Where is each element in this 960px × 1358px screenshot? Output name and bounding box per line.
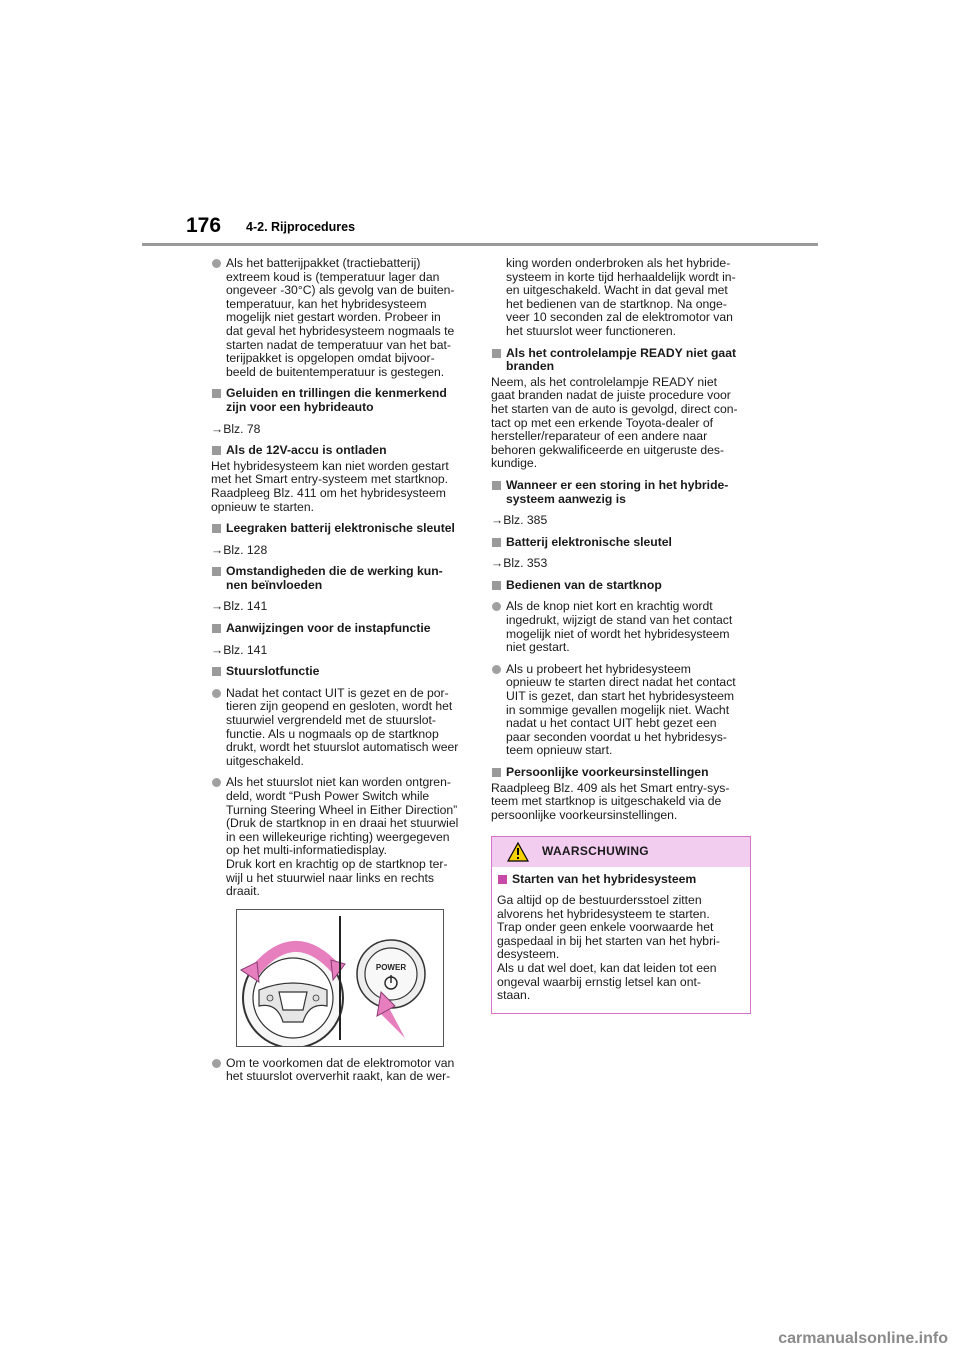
warning-text: Ga altijd op de bestuurdersstoel zitten alvorens het hybridesysteem te starten. Trap onder geen enkele voorwaarde het gaspedaal in bij het starten van het hybri- desysteem. Als u dat wel doet, kan dat leiden tot een ongeval waarbij ernstig letsel kan ont- staan. bbox=[497, 892, 720, 1003]
warning-box bbox=[491, 836, 751, 1014]
steering-wheel-power-illustration bbox=[237, 910, 443, 1046]
square-bullet-icon bbox=[492, 581, 501, 590]
subheading bbox=[211, 565, 467, 592]
subheading-text: Batterij elektronische sleutel bbox=[506, 534, 672, 549]
subheading-text: Als het controlelampje READY niet gaat branden bbox=[506, 345, 737, 374]
subheading bbox=[211, 444, 467, 458]
page-reference[interactable]: →Blz. 78 bbox=[211, 421, 261, 436]
square-bullet-icon bbox=[212, 624, 221, 633]
subheading-text: Stuurslotfunctie bbox=[226, 664, 320, 679]
warning-title: WAARSCHUWING bbox=[542, 844, 649, 859]
square-bullet-icon bbox=[492, 349, 501, 358]
bullet-text: Als u probeert het hybridesysteem opnieuw te starten direct nadat het contact UIT is gezet, dan start het hybridesysteem in sommige gevallen mogelijk niet. Wacht nadat u het contact UIT hebt gezet een paar seconden voordat u het hybridesys- teem opnieuw start. bbox=[506, 661, 736, 758]
square-bullet-icon bbox=[212, 446, 221, 455]
power-button-icon bbox=[357, 940, 425, 1008]
subheading-text: Wanneer er een storing in het hybride- systeem aanwezig is bbox=[506, 477, 729, 506]
page-reference[interactable]: →Blz. 128 bbox=[211, 542, 268, 557]
bullet-dot-icon bbox=[492, 602, 501, 611]
subheading-text: Bedienen van de startknop bbox=[506, 577, 662, 592]
paragraph: Raadpleeg Blz. 409 als het Smart entry-sys- teem met startknop is uitgeschakeld via de persoonlijke voorkeursinstellingen. bbox=[491, 780, 730, 822]
subheading-text: Aanwijzingen voor de instapfunctie bbox=[226, 621, 431, 636]
page-reference[interactable]: →Blz. 141 bbox=[211, 599, 268, 614]
bullet-dot-icon bbox=[212, 259, 221, 268]
page-reference[interactable]: →Blz. 353 bbox=[491, 556, 548, 571]
bullet-item bbox=[211, 776, 467, 898]
square-bullet-icon bbox=[498, 875, 507, 884]
bullet-item bbox=[491, 663, 753, 758]
subheading-text: Persoonlijke voorkeursinstellingen bbox=[506, 765, 709, 779]
subheading bbox=[211, 387, 467, 414]
subheading bbox=[211, 665, 467, 679]
bullet-dot-icon bbox=[212, 1059, 221, 1068]
square-bullet-icon bbox=[492, 481, 501, 490]
subheading bbox=[491, 479, 753, 506]
bullet-text: Als het batterijpakket (tractiebatterij) extreem koud is (temperatuur lager dan ongeveer -30°C) als gevolg van de buiten- temperatuur, kan het hybridesysteem mogelijk niet gestart worden. Probeer in dat geval het hybridesysteem nogmaals te starten nadat de temperatuur van het bat- terijpakket is opgelopen omdat bijvoor- beeld de buitentemperatuur is gestegen. bbox=[226, 256, 455, 379]
warning-subheading bbox=[497, 873, 744, 887]
paragraph-continued: king worden onderbroken als het hybride- systeem in korte tijd herhaaldelijk wordt in- en uitgeschakeld. Wacht in dat geval met het bedienen van de startknop. Na onge- veer 10 seconden zal de elektromotor van het stuurslot weer functioneren. bbox=[506, 256, 736, 338]
subheading bbox=[211, 522, 467, 536]
bullet-text: Als de knop niet kort en krachtig wordt ingedrukt, wijzigt de stand van het contact mogelijk niet of wordt het hybridesysteem niet gestart. bbox=[506, 599, 733, 655]
square-bullet-icon bbox=[212, 567, 221, 576]
subheading bbox=[211, 622, 467, 636]
paragraph: Neem, als het controlelampje READY niet gaat branden nadat de juiste procedure voor het starten van de auto is gevolgd, direct con- tact op met een erkende Toyota-dealer of hersteller/reparateur of een andere naar behoren gekwalificeerde en uitgeruste des- kundige. bbox=[491, 374, 738, 471]
warning-body bbox=[492, 867, 750, 1002]
bullet-text: Als het stuurslot niet kan worden ontgren- deld, wordt “Push Power Switch while Turning Steering Wheel in Either Direction” (Druk de startknop in en draai het stuurwiel in een willekeurige richting) weergegeven op het multi-informatiedisplay. Druk kort en krachtig op de startknop ter- wijl u het stuurwiel naar links en rechts draait. bbox=[226, 775, 459, 899]
subheading-text: Geluiden en trillingen die kenmerkend zijn voor een hybrideauto bbox=[226, 386, 447, 414]
square-bullet-icon bbox=[212, 667, 221, 676]
square-bullet-icon bbox=[492, 768, 501, 777]
warning-subheading-text: Starten van het hybridesysteem bbox=[512, 872, 697, 887]
bullet-item bbox=[211, 257, 467, 379]
square-bullet-icon bbox=[212, 524, 221, 533]
header-rule bbox=[142, 243, 818, 246]
subheading bbox=[491, 766, 753, 780]
subheading-text: Omstandigheden die de werking kun- nen beïnvloeden bbox=[226, 564, 443, 592]
subheading-text: Leegraken batterij elektronische sleutel bbox=[226, 521, 455, 536]
steering-lock-illustration bbox=[236, 909, 444, 1047]
bullet-item bbox=[491, 600, 753, 654]
square-bullet-icon bbox=[492, 538, 501, 547]
page-reference[interactable]: →Blz. 141 bbox=[211, 642, 268, 657]
bullet-item bbox=[211, 687, 467, 769]
page-number: 176 bbox=[186, 214, 222, 237]
section-title: 4-2. Rijprocedures bbox=[246, 220, 356, 234]
bullet-text: Nadat het contact UIT is gezet en de por- tieren zijn geopend en gesloten, wordt het stuurwiel vergrendeld met de stuurslot- functie. Als u nogmaals op de startknop drukt, wordt het stuurslot automatisch weer uitgeschakeld. bbox=[226, 685, 459, 768]
page-reference[interactable]: →Blz. 385 bbox=[491, 513, 548, 528]
paragraph: Het hybridesysteem kan niet worden gestart met het Smart entry-systeem met startknop. Raadpleeg Blz. 411 om het hybridesysteem opnieuw te starten. bbox=[211, 458, 449, 514]
power-button-label: POWER bbox=[375, 962, 407, 972]
bullet-text: Om te voorkomen dat de elektromotor van het stuurslot oververhit raakt, kan de wer- bbox=[226, 1055, 455, 1084]
warning-header bbox=[492, 837, 750, 867]
bullet-dot-icon bbox=[492, 665, 501, 674]
subheading bbox=[491, 536, 753, 550]
square-bullet-icon bbox=[212, 389, 221, 398]
bullet-dot-icon bbox=[212, 778, 221, 787]
bullet-dot-icon bbox=[212, 689, 221, 698]
subheading bbox=[491, 347, 753, 374]
watermark: carmanualsonline.info bbox=[778, 1330, 948, 1347]
bullet-item bbox=[211, 1057, 467, 1084]
right-column bbox=[491, 257, 753, 1014]
warning-triangle-icon bbox=[507, 842, 529, 862]
left-column bbox=[211, 257, 467, 1084]
subheading-text: Als de 12V-accu is ontladen bbox=[226, 443, 387, 458]
subheading bbox=[491, 579, 753, 593]
